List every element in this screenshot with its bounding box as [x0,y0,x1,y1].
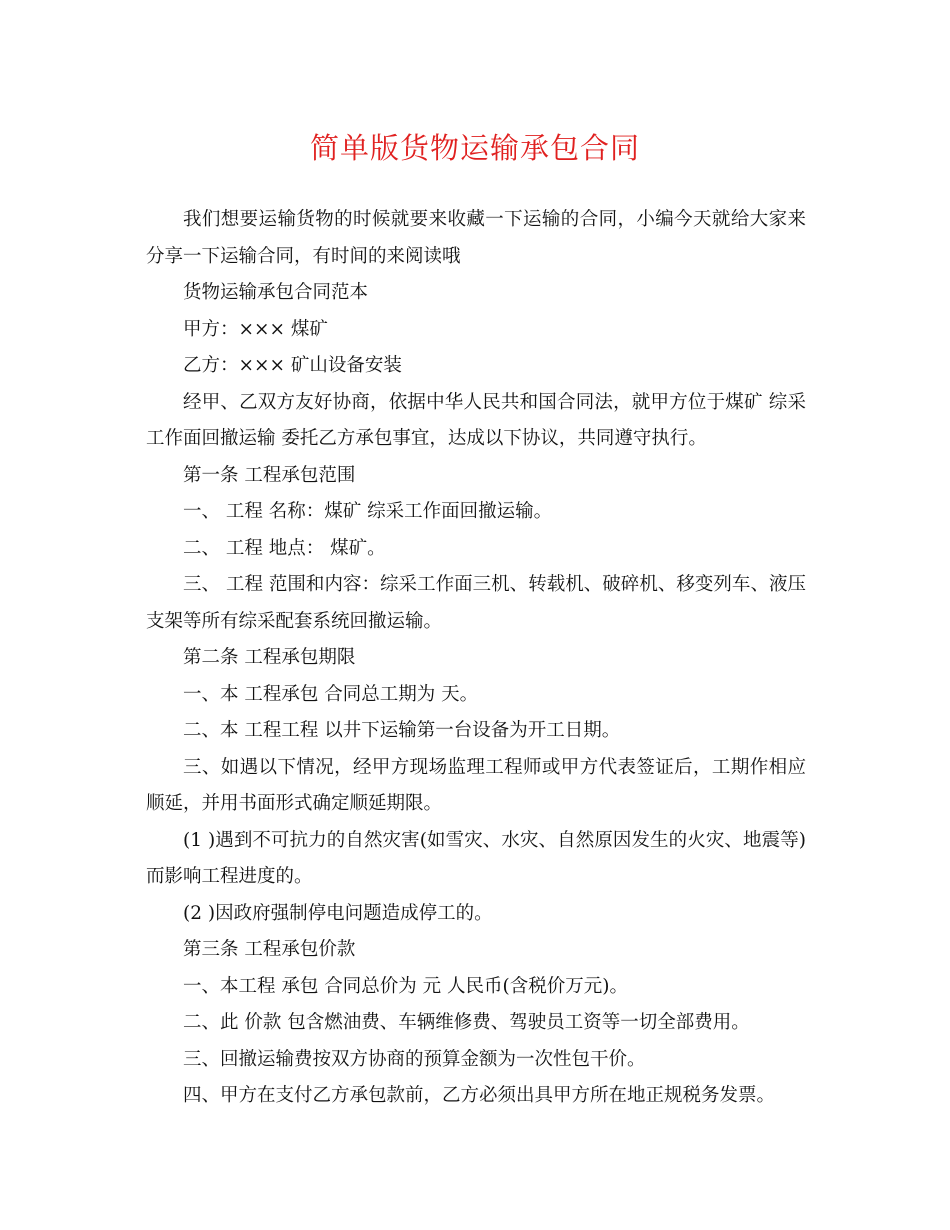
article-2-item-3: 三、如遇以下情况，经甲方现场监理工程师或甲方代表签证后，工期作相应顺延，并用书面形式确定顺延期限。 [146,756,806,814]
article-2-heading: 第二条 工程承包期限 [183,647,356,668]
article-3-item-3: 三、回撤运输费按双方协商的预算金额为一次性包干价。 [183,1048,646,1070]
article-1-item-1: 一、 工程 名称：煤矿 综采工作面回撤运输。 [183,501,553,522]
contract-subtitle: 货物运输承包合同范本 [183,282,369,303]
intro-paragraph: 我们想要运输货物的时候就要来收藏一下运输的合同，小编今天就给大家来分享一下运输合同，有时间的来阅读哦 [146,209,806,267]
article-1-heading: 第一条 工程承包范围 [183,464,356,486]
article-3-item-2: 二、此 价款 包含燃油费、车辆维修费、驾驶员工资等一切全部费用。 [183,1012,750,1033]
article-3-item-4: 四、甲方在支付乙方承包款前，乙方必须出具甲方所在地正规税务发票。 [183,1085,776,1106]
article-2-item-1: 一、本 工程承包 合同总工期为 天。 [183,683,479,705]
article-2-subitem-1: (1 )遇到不可抗力的自然灾害(如雪灾、水灾、自然原因发生的火灾、地震等)而影响工程进度的。 [146,829,806,887]
article-2-subitem-2: (2 )因政府强制停电问题造成停工的。 [183,902,493,924]
party-a: 甲方：××× 煤矿 [183,318,328,340]
preamble-paragraph: 经甲、乙双方友好协商，依据中华人民共和国合同法，就甲方位于煤矿 综采工作面回撤运输 委托乙方承包事宜，达成以下协议，共同遵守执行。 [146,391,806,449]
article-1-item-3: 三、 工程 范围和内容：综采工作面三机、转载机、破碎机、移变列车、液压支架等所有综采配套系统回撤运输。 [146,574,806,632]
party-b: 乙方：××× 矿山设备安装 [183,355,402,376]
article-1-item-2: 二、 工程 地点： 煤矿。 [183,537,386,559]
article-2-item-2: 二、本 工程工程 以井下运输第一台设备为开工日期。 [183,720,621,741]
article-3-item-1: 一、本工程 承包 合同总价为 元 人民币(含税价万元)。 [183,975,628,997]
article-3-heading: 第三条 工程承包价款 [183,939,356,960]
document-title: 简单版货物运输承包合同 [309,131,640,165]
document-body [146,202,806,1115]
